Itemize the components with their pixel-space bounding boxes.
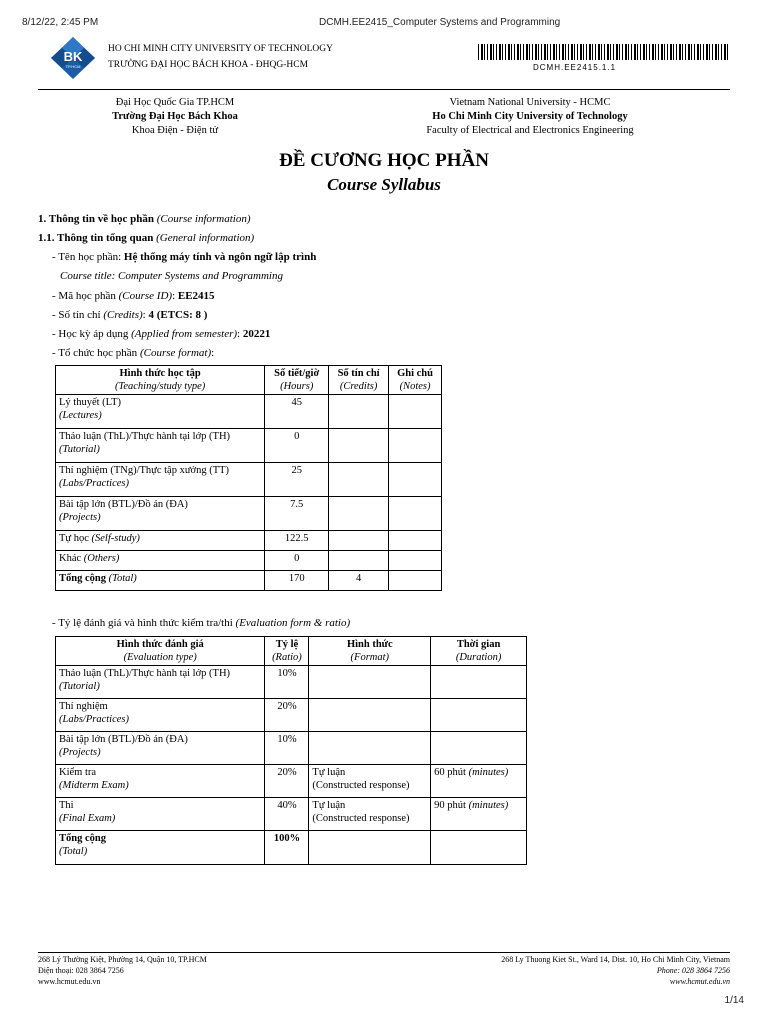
table-row: Tự học (Self-study) 122.5 <box>56 531 442 551</box>
table-total-row: Tổng cộng (Total) 100% <box>56 831 527 865</box>
header-right-line-2: Ho Chi Minh City University of Technology <box>432 111 628 122</box>
header-right-line-3: Faculty of Electrical and Electronics Engineering <box>426 125 634 136</box>
table-row: Kiểm tra (Midterm Exam) 20% Tự luận (Constructed response) 60 phút (minutes) <box>56 765 527 798</box>
footer-left: 268 Lý Thường Kiệt, Phường 14, Quận 10, TP.HCM Điện thoại: 028 3864 7256 www.hcmut.edu.vn <box>38 955 207 986</box>
header-cell: Hình thức đánh giá (Evaluation type) <box>56 637 265 666</box>
header-cell: Thời gian (Duration) <box>431 637 527 666</box>
print-doc-title: DCMH.EE2415_Computer Systems and Programming <box>319 17 561 28</box>
course-id: - Mã học phần (Course ID): EE2415 <box>52 290 215 302</box>
header-divider <box>38 89 730 90</box>
table-row: Thảo luận (ThL)/Thực hành tại lớp (TH) (Tutorial) 10% <box>56 666 527 699</box>
section-1-heading: 1. Thông tin về học phần (Course information) <box>38 213 251 225</box>
footer-right: 268 Ly Thuong Kiet St., Ward 14, Dist. 10, Ho Chi Minh City, Vietnam Phone: 028 3864 7256 www.hcmut.edu.vn <box>501 955 730 986</box>
header-cell: Hình thức (Format) <box>309 637 431 666</box>
course-format-table <box>55 365 442 591</box>
table-header-row <box>56 366 442 395</box>
table-row: Bài tập lớn (BTL)/Đồ án (ĐA) (Projects) 7.5 <box>56 497 442 531</box>
header-left-line-1: Đại Học Quốc Gia TP.HCM <box>115 97 235 108</box>
page-number: 1/14 <box>724 995 744 1006</box>
header-cell: Hình thức học tập (Teaching/study type) <box>56 366 265 395</box>
header-cell: Số tín chỉ (Credits) <box>329 366 389 395</box>
page-subtitle: Course Syllabus <box>327 175 441 194</box>
header-left-line-3: Khoa Điện - Điện tử <box>131 125 219 136</box>
barcode-text: DCMH.EE2415.1.1 <box>533 63 617 72</box>
print-datetime: 8/12/22, 2:45 PM <box>22 17 99 28</box>
course-name: - Tên học phần: Hệ thống máy tính và ngôn ngữ lập trình <box>52 251 317 263</box>
table-header-row <box>56 637 527 666</box>
table-row: Thảo luận (ThL)/Thực hành tại lớp (TH) (Tutorial) 0 <box>56 429 442 463</box>
university-logo <box>50 36 96 80</box>
table-row: Lý thuyết (LT) (Lectures) 45 <box>56 395 442 429</box>
header-cell: Tỷ lệ (Ratio) <box>265 637 309 666</box>
course-semester: - Học kỳ áp dụng (Applied from semester): 20221 <box>52 328 271 340</box>
table-row: Khác (Others) 0 <box>56 551 442 571</box>
table-row: Thí nghiệm (Labs/Practices) 20% <box>56 699 527 732</box>
course-credits: - Số tín chỉ (Credits): 4 (ETCS: 8 ) <box>52 309 208 321</box>
header-left-line-2: Trường Đại Học Bách Khoa <box>112 111 238 122</box>
logo-subtext: TP.HCM <box>65 64 81 69</box>
evaluation-table <box>55 636 527 865</box>
course-format-label: - Tổ chức học phần (Course format): <box>52 347 215 359</box>
university-name-vn: TRƯỜNG ĐẠI HỌC BÁCH KHOA - ĐHQG-HCM <box>108 60 309 70</box>
header-right <box>390 96 670 138</box>
table-row: Thí nghiệm (TNg)/Thực tập xưởng (TT) (Labs/Practices) 25 <box>56 463 442 497</box>
logo-text: BK <box>63 49 83 64</box>
table-row: Thi (Final Exam) 40% Tự luận (Constructed response) 90 phút (minutes) <box>56 798 527 831</box>
table-total-row: Tổng cộng (Total) 170 4 <box>56 571 442 591</box>
section-1-1-heading: 1.1. Thông tin tổng quan (General information) <box>38 232 255 244</box>
university-name-en: HO CHI MINH CITY UNIVERSITY OF TECHNOLOGY <box>108 44 333 54</box>
evaluation-label: - Tỷ lệ đánh giá và hình thức kiểm tra/thi (Evaluation form & ratio) <box>52 617 351 629</box>
course-title-en: Course title: Computer Systems and Programming <box>60 270 283 282</box>
header-right-line-1: Vietnam National University - HCMC <box>449 97 611 108</box>
header-left <box>70 96 280 138</box>
header-cell: Số tiết/giờ (Hours) <box>265 366 329 395</box>
page-title: ĐỀ CƯƠNG HỌC PHẦN <box>279 150 489 171</box>
barcode <box>478 44 728 60</box>
header-cell: Ghi chú (Notes) <box>389 366 442 395</box>
footer-divider <box>38 952 730 953</box>
table-row: Bài tập lớn (BTL)/Đồ án (ĐA) (Projects) 10% <box>56 732 527 765</box>
